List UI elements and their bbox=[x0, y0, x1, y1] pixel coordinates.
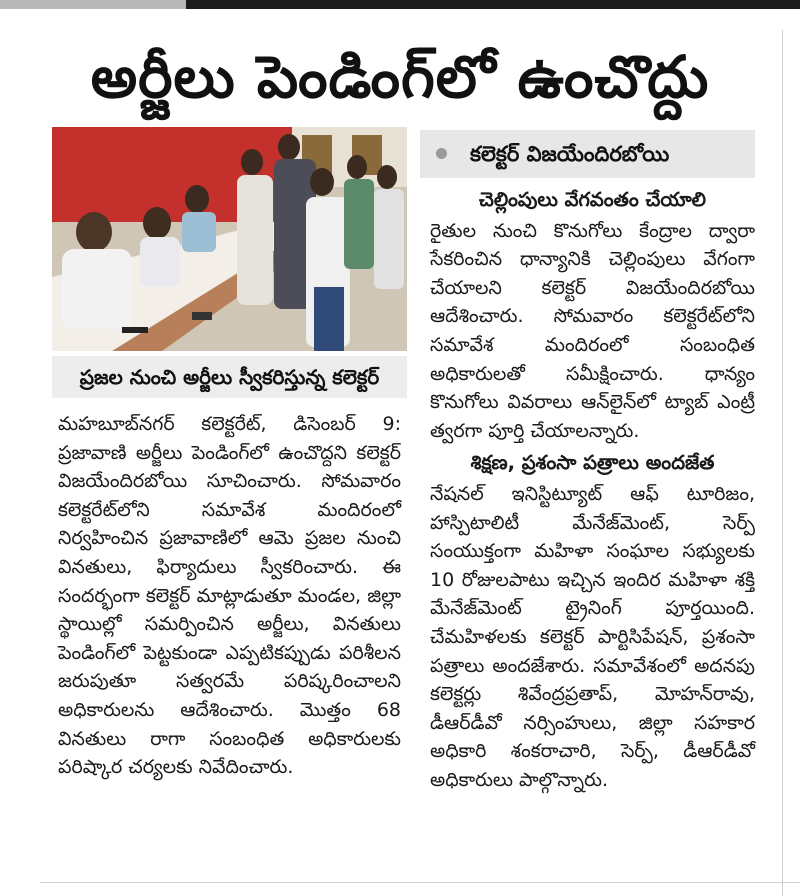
news-photo-image bbox=[52, 127, 407, 351]
column-divider bbox=[782, 30, 783, 896]
subhead-box bbox=[420, 130, 755, 178]
news-photo bbox=[52, 127, 407, 351]
top-bar-light-segment bbox=[0, 0, 186, 9]
right-column bbox=[430, 186, 755, 794]
section1-heading: చెల్లింపులు వేగవంతం చేయాలి bbox=[479, 188, 706, 211]
subhead-text: కలెక్టర్ విజయేందిరబోయి bbox=[470, 142, 670, 166]
section2-paragraph: నేషనల్ ఇనిస్టిట్యూట్ ఆఫ్ టూరిజం, హాస్పిటాలిటీ మేనేజ్‌మెంట్, సెర్ప్ సంయుక్తంగా మహిళా సంఘాల సభ్యులకు 10 రోజులపాటు ఇచ్చిన ఇందిర మహిళా శక్తి మేనేజ్‌మెంట్ ట్రైనింగ్ పూర్తయింది. చేమహిళలకు కలెక్టర్ పార్టిసిపేషన్, ప్రశంసా పత్రాలు అందజేశారు. సమావేశంలో అదనపు కలెక్టర్లు శివేంద్రప్రతాప్, మోహన్‌రావు, డీఆర్‌డీవో నర్సింహులు, జిల్లా సహకార అధికారి శంకరాచారి, సెర్ప్, డీఆర్‌డీవో అధికారులు పాల్గొన్నారు. bbox=[430, 482, 755, 791]
photo-caption: ప్రజల నుంచి అర్జీలు స్వీకరిస్తున్న కలెక్టర్ bbox=[52, 356, 407, 398]
headline: అర్జీలు పెండింగ్‌లో ఉంచొద్దు bbox=[90, 43, 710, 111]
bottom-rule bbox=[40, 882, 800, 883]
left-column-paragraph: మహబూబ్‌నగర్ కలెక్టరేట్, డిసెంబర్ 9: ప్రజావాణి అర్జీలు పెండింగ్‌లో ఉంచొద్దని కలెక్టర్ విజయేందిరబోయి సూచించారు. సోమవారం కలెక్టరేట్‌లోని సమావేశ మందిరంలో నిర్వహించిన ప్రజావాణిలో ఆమె ప్రజల నుంచి వినతులు, ఫిర్యాదులు స్వీకరించారు. ఈ సందర్భంగా కలెక్టర్ మాట్లాడుతూ మండల, జిల్లా స్థాయిల్లో సమర్పించిన అర్జీలు, వినతులు పెండింగ్‌లో పెట్టకుండా ఎప్పటికప్పుడు పరిశీలన జరుపుతూ సత్వరమే పరిష్కరించాలని అధికారులను ఆదేశించారు. మొత్తం 68 వినతులు రాగా సంబంధిత అధికారులకు పరిష్కార చర్యలకు నివేదించారు. bbox=[58, 413, 401, 779]
section1-paragraph: రైతుల నుంచి కొనుగోలు కేంద్రాల ద్వారా సేకరించిన ధాన్యానికి చెల్లింపులు వేగంగా చేయాలని కలెక్టర్ విజయేందిరబోయి ఆదేశించారు. సోమవారం కలెక్టరేట్‌లోని సమావేశ మందిరంలో సంబంధిత అధికారులతో సమీక్షించారు. ధాన్యం కొనుగోలు వివరాలు ఆన్‌లైన్‌లో ట్యాబ్ ఎంట్రీ త్వరగా పూర్తి చేయాలన్నారు. bbox=[430, 219, 755, 442]
left-column bbox=[58, 410, 401, 782]
top-bar-dark-segment bbox=[186, 0, 800, 9]
section2-heading: శిక్షణ, ప్రశంసా పత్రాలు అందజేత bbox=[470, 451, 715, 475]
top-bar bbox=[0, 0, 800, 9]
bullet-dot-icon bbox=[436, 148, 447, 159]
